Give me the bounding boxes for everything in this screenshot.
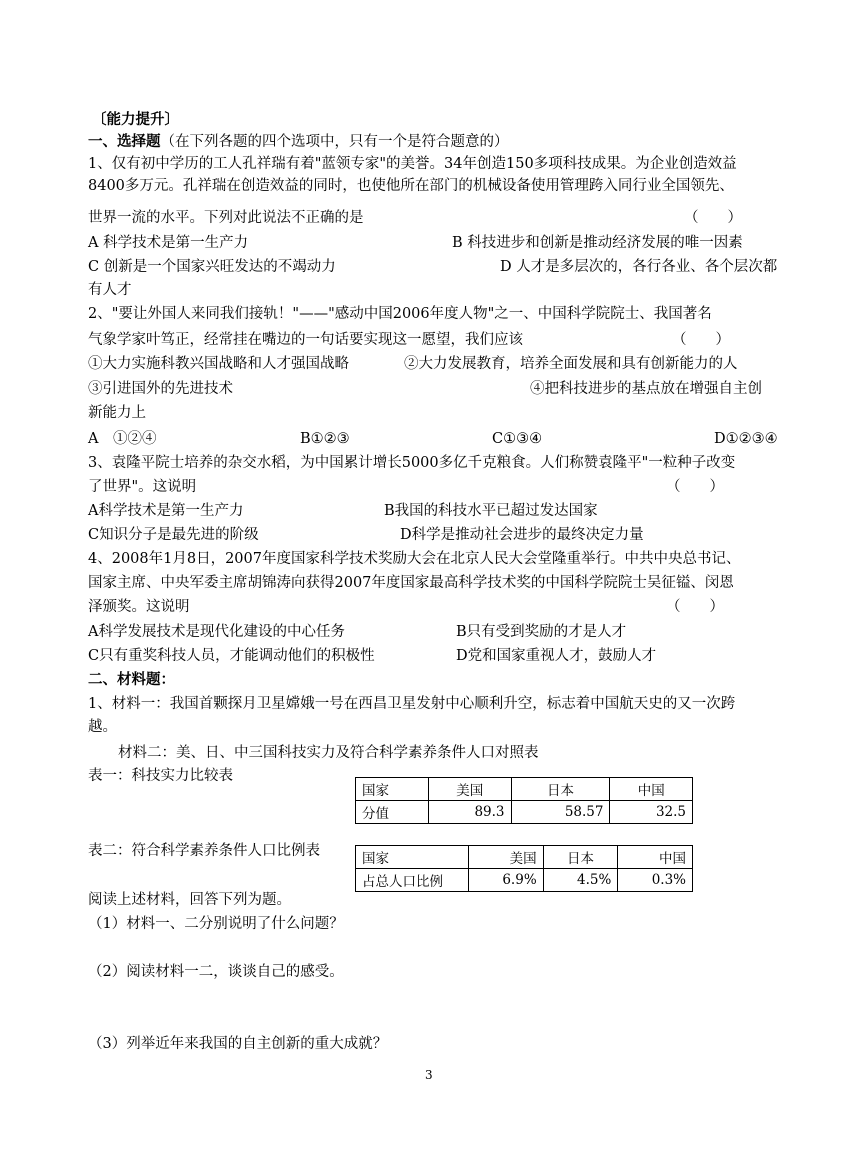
- table-cell: 中国: [618, 846, 693, 869]
- table-row: [356, 869, 693, 892]
- q4-answer-bracket: （ ）: [666, 599, 724, 615]
- q2-line1: 2、"要让外国人来同我们接轨！"——"感动中国2006年度人物"之一、中国科学院院士、我国著名: [88, 306, 712, 322]
- q3-option-b: B我国的科技水平已超过发达国家: [384, 503, 598, 519]
- sub-question-2: （2）阅读材料一二，谈谈自己的感受。: [88, 964, 344, 980]
- page-number: 3: [425, 1068, 433, 1082]
- table1-tech-strength: [355, 777, 693, 824]
- q2-answer-bracket: （ ）: [672, 332, 730, 348]
- q2-item4: ④把科技进步的基点放在增强自主创: [530, 381, 762, 397]
- table-cell: 6.9%: [469, 869, 544, 892]
- q3-line2: 了世界"。这说明: [88, 479, 197, 495]
- q1-option-a: A 科学技术是第一生产力: [88, 235, 249, 251]
- q4-option-b: B只有受到奖励的才是人才: [456, 624, 627, 640]
- table-cell: 中国: [610, 778, 693, 801]
- q3-line1: 3、袁隆平院士培养的杂交水稻，为中国累计增长5000多亿千克粮食。人们称赞袁隆平"一粒种子改变: [88, 455, 736, 471]
- table-cell: 国家: [356, 846, 469, 869]
- q4-line1: 4、2008年1月8日，2007年度国家科学技术奖励大会在北京人民大会堂隆重举行。中共中央总书记、: [88, 551, 741, 567]
- q2-item4-cont: 新能力上: [88, 405, 146, 421]
- section-header: 〔能力提升〕: [92, 111, 179, 128]
- sub-question-1: （1）材料一、二分别说明了什么问题？: [88, 916, 344, 932]
- table-row: [356, 846, 693, 869]
- material1-line2: 越。: [88, 719, 117, 735]
- q4-line3: 泽颁奖。这说明: [88, 599, 190, 615]
- table-cell: 0.3%: [618, 869, 693, 892]
- q2-line2: 气象学家叶笃正，经常挂在嘴边的一句话要实现这一愿望，我们应该: [88, 332, 523, 348]
- q2-option-b: B①②③: [300, 431, 350, 447]
- table-cell: 32.5: [610, 801, 693, 824]
- q1-option-d-cont: 有人才: [88, 282, 132, 298]
- q1-option-b: B 科技进步和创新是推动经济发展的唯一因素: [452, 235, 743, 251]
- q3-option-d: D科学是推动社会进步的最终决定力量: [400, 527, 644, 543]
- table-cell: 国家: [356, 778, 429, 801]
- section1-instruction: （在下列各题的四个选项中，只有一个是符合题意的）: [160, 134, 509, 150]
- table-row: [356, 801, 693, 824]
- q1-line3: 世界一流的水平。下列对此说法不正确的是: [88, 210, 364, 226]
- q2-option-a: A ①②④: [88, 431, 157, 447]
- q4-option-d: D党和国家重视人才，鼓励人才: [456, 648, 657, 664]
- table-cell: 分值: [356, 801, 429, 824]
- q4-line2: 国家主席、中央军委主席胡锦涛向获得2007年度国家最高科学技术奖的中国科学院院士吴征镒、闵恩: [88, 575, 734, 591]
- q1-option-d: D 人才是多层次的，各行各业、各个层次都: [500, 259, 778, 275]
- q4-option-a: A科学发展技术是现代化建设的中心任务: [88, 624, 345, 640]
- table2-science-literacy: [355, 845, 693, 892]
- section1-title: 一、选择题: [88, 133, 161, 150]
- q2-option-d: D①②③④: [714, 431, 778, 447]
- q3-option-c: C知识分子是最先进的阶级: [88, 527, 259, 543]
- material2-line: 材料二：美、日、中三国科技实力及符合科学素养条件人口对照表: [118, 745, 539, 761]
- table1-caption: 表一：科技实力比较表: [88, 768, 233, 784]
- q2-item2: ②大力发展教育，培养全面发展和具有创新能力的人: [404, 356, 738, 372]
- table-row: [356, 778, 693, 801]
- q2-item3: ③引进国外的先进技术: [88, 381, 233, 397]
- q3-answer-bracket: （ ）: [666, 479, 724, 495]
- table-cell: 美国: [469, 846, 544, 869]
- sub-question-3: （3）列举近年来我国的自主创新的重大成就？: [88, 1036, 388, 1052]
- q3-option-a: A科学技术是第一生产力: [88, 503, 244, 519]
- table-cell: 日本: [511, 778, 610, 801]
- q1-option-c: C 创新是一个国家兴旺发达的不竭动力: [88, 259, 336, 275]
- q2-item1: ①大力实施科教兴国战略和人才强国战略: [88, 356, 349, 372]
- section2-title: 二、材料题：: [88, 671, 175, 688]
- table2-caption: 表二：符合科学素养条件人口比例表: [88, 843, 320, 859]
- table-cell: 日本: [543, 846, 618, 869]
- section1-heading: [88, 132, 509, 152]
- reading-instruction: 阅读上述材料，回答下列为题。: [88, 892, 291, 908]
- table-cell: 58.57: [511, 801, 610, 824]
- table-cell: 4.5%: [543, 869, 618, 892]
- material1-line1: 1、材料一：我国首颗探月卫星嫦娥一号在西昌卫星发射中心顺利升空，标志着中国航天史的又一次跨: [88, 696, 736, 712]
- table-cell: 89.3: [429, 801, 512, 824]
- q1-line1: 1、仅有初中学历的工人孔祥瑞有着"蓝领专家"的美誉。34年创造150多项科技成果。为企业创造效益: [88, 156, 737, 172]
- table-cell: 占总人口比例: [356, 869, 469, 892]
- q1-answer-bracket: （ ）: [684, 210, 742, 226]
- table-cell: 美国: [429, 778, 512, 801]
- q4-option-c: C只有重奖科技人员，才能调动他们的积极性: [88, 648, 375, 664]
- q1-line2: 8400多万元。孔祥瑞在创造效益的同时，也使他所在部门的机械设备使用管理跨入同行业全国领先、: [88, 178, 734, 194]
- q2-option-c: C①③④: [492, 431, 543, 447]
